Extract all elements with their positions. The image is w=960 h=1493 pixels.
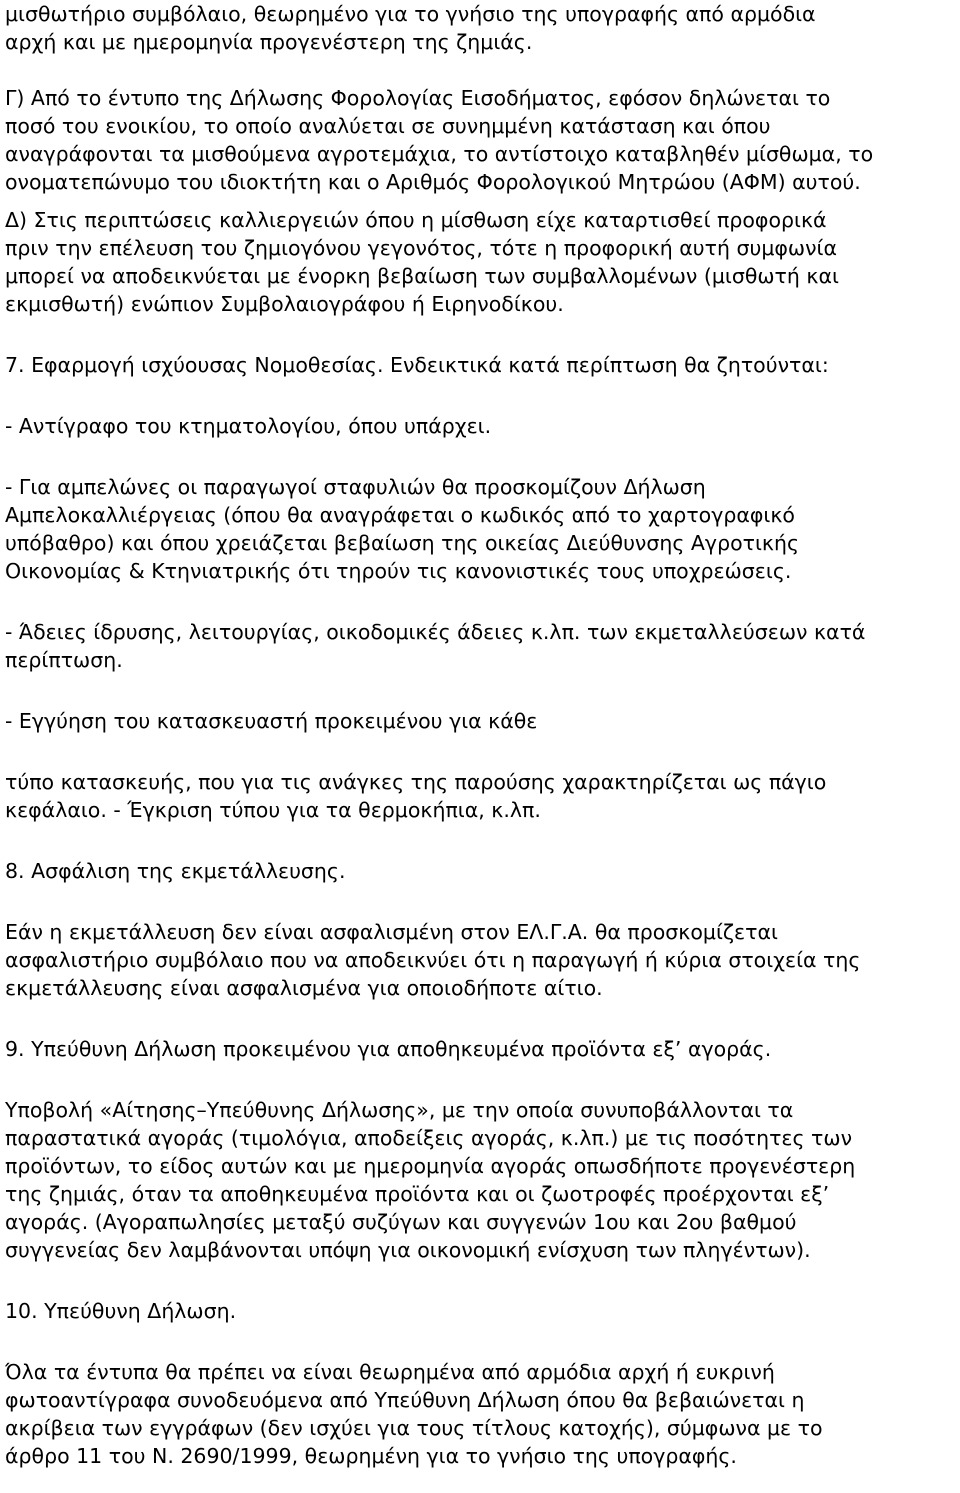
text-line: προϊόντων, το είδος αυτών και με ημερομηνία αγοράς οπωσδήποτε προγενέστερη [5, 1154, 856, 1178]
text-line: Εάν η εκμετάλλευση δεν είναι ασφαλισμένη στον ΕΛ.Γ.Α. θα προσκομίζεται [5, 920, 778, 944]
text-line: συγγενείας δεν λαμβάνονται υπόψη για οικονομική ενίσχυση των πληγέντων). [5, 1238, 811, 1262]
list-item: - Εγγύηση του κατασκευαστή προκειμένου για κάθε [5, 709, 538, 733]
text-line: Υποβολή «Αίτησης–Υπεύθυνης Δήλωσης», με την οποία συνυποβάλλονται τα [5, 1098, 794, 1122]
paragraph [5, 768, 957, 824]
text-line: ποσό του ενοικίου, το οποίο αναλύεται σε συνημμένη κατάσταση και όπου [5, 114, 771, 138]
list-item: - Αντίγραφο του κτηματολογίου, όπου υπάρχει. [5, 414, 492, 438]
text-line: Δ) Στις περιπτώσεις καλλιεργειών όπου η μίσθωση είχε καταρτισθεί προφορικά [5, 208, 827, 232]
paragraph [5, 1096, 957, 1264]
text-line: κεφάλαιο. - Έγκριση τύπου για τα θερμοκήπια, κ.λπ. [5, 798, 541, 822]
section-heading-7: 7. Εφαρμογή ισχύουσας Νομοθεσίας. Ενδεικτικά κατά περίπτωση θα ζητούνται: [5, 353, 829, 377]
text-line: - Άδειες ίδρυσης, λειτουργίας, οικοδομικές άδειες κ.λπ. των εκμεταλλεύσεων κατά [5, 620, 866, 644]
list-item [5, 473, 957, 585]
document-page [5, 0, 957, 1470]
text-line: - Για αμπελώνες οι παραγωγοί σταφυλιών θα προσκομίζουν Δήλωση [5, 475, 706, 499]
paragraph-gamma [5, 84, 957, 196]
text-line: άρθρο 11 του Ν. 2690/1999, θεωρημένη για το γνήσιο της υπογραφής. [5, 1444, 737, 1468]
text-line: αρχή και με ημερομηνία προγενέστερη της ζημιάς. [5, 30, 533, 54]
text-line: εκμισθωτή) ενώπιον Συμβολαιογράφου ή Ειρηνοδίκου. [5, 292, 564, 316]
paragraph [5, 1358, 957, 1470]
text-line: Αμπελοκαλλιέργειας (όπου θα αναγράφεται ο κωδικός από το χαρτογραφικό [5, 503, 795, 527]
text-line: περίπτωση. [5, 648, 123, 672]
text-line: ακρίβεια των εγγράφων (δεν ισχύει για τους τίτλους κατοχής), σύμφωνα με το [5, 1416, 823, 1440]
text-line: της ζημιάς, όταν τα αποθηκευμένα προϊόντα και οι ζωοτροφές προέρχονται εξ’ [5, 1182, 830, 1206]
text-line: μπορεί να αποδεικνύεται με ένορκη βεβαίωση των συμβαλλομένων (μισθωτή και [5, 264, 839, 288]
text-line: πριν την επέλευση του ζημιογόνου γεγονότος, τότε η προφορική αυτή συμφωνία [5, 236, 837, 260]
text-line: εκμετάλλευσης είναι ασφαλισμένα για οποιοδήποτε αίτιο. [5, 976, 603, 1000]
text-line: μισθωτήριο συμβόλαιο, θεωρημένο για το γνήσιο της υπογραφής από αρμόδια [5, 2, 816, 26]
text-line: αγοράς. (Αγοραπωλησίες μεταξύ συζύγων και συγγενών 1ου και 2ου βαθμού [5, 1210, 797, 1234]
section-heading-9: 9. Υπεύθυνη Δήλωση προκειμένου για αποθηκευμένα προϊόντα εξ’ αγοράς. [5, 1037, 772, 1061]
text-line: Γ) Από το έντυπο της Δήλωσης Φορολογίας Εισοδήματος, εφόσον δηλώνεται το [5, 86, 831, 110]
paragraph [5, 918, 957, 1002]
list-item [5, 618, 957, 674]
text-line: ασφαλιστήριο συμβόλαιο που να αποδεικνύει ότι η παραγωγή ή κύρια στοιχεία της [5, 948, 861, 972]
text-line: αναγράφονται τα μισθούμενα αγροτεμάχια, το αντίστοιχο καταβληθέν μίσθωμα, το [5, 142, 874, 166]
text-line: παραστατικά αγοράς (τιμολόγια, αποδείξεις αγοράς, κ.λπ.) με τις ποσότητες των [5, 1126, 853, 1150]
text-line: Οικονομίας & Κτηνιατρικής ότι τηρούν τις κανονιστικές τους υποχρεώσεις. [5, 559, 792, 583]
paragraph-continuation [5, 0, 957, 56]
paragraph-delta [5, 206, 957, 318]
text-line: φωτοαντίγραφα συνοδευόμενα από Υπεύθυνη Δήλωση όπου θα βεβαιώνεται η [5, 1388, 805, 1412]
section-heading-10: 10. Υπεύθυνη Δήλωση. [5, 1299, 237, 1323]
text-line: υπόβαθρο) και όπου χρειάζεται βεβαίωση της οικείας Διεύθυνσης Αγροτικής [5, 531, 800, 555]
section-heading-8: 8. Ασφάλιση της εκμετάλλευσης. [5, 859, 346, 883]
text-line: Όλα τα έντυπα θα πρέπει να είναι θεωρημένα από αρμόδια αρχή ή ευκρινή [5, 1360, 775, 1384]
text-line: ονοματεπώνυμο του ιδιοκτήτη και ο Αριθμός Φορολογικού Μητρώου (ΑΦΜ) αυτού. [5, 170, 861, 194]
text-line: τύπο κατασκευής, που για τις ανάγκες της παρούσης χαρακτηρίζεται ως πάγιο [5, 770, 827, 794]
